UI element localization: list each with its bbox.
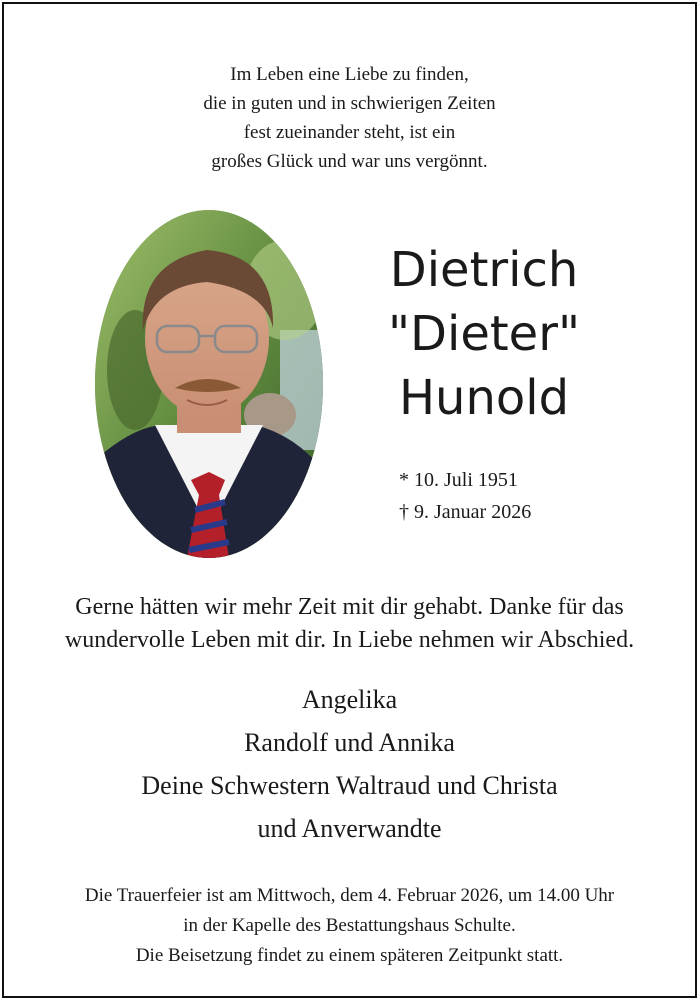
obituary-frame: [2, 2, 697, 998]
verse-line: Im Leben eine Liebe zu finden,: [230, 64, 469, 85]
service-line: in der Kapelle des Bestattungshaus Schulte.: [183, 915, 516, 936]
deceased-name: [334, 238, 634, 430]
service-line: Die Trauerfeier ist am Mittwoch, dem 4. Februar 2026, um 14.00 Uhr: [84, 885, 615, 906]
verse-line: die in guten und in schwierigen Zeiten: [203, 93, 496, 114]
mourners-list: [4, 678, 695, 850]
death-date: † 9. Januar 2026: [399, 501, 532, 523]
mourner-line: und Anverwandte: [257, 814, 442, 843]
portrait-photo: [95, 210, 323, 558]
life-dates: [399, 464, 531, 528]
verse-line: fest zueinander steht, ist ein: [243, 122, 456, 143]
mourner-line: Randolf und Annika: [244, 728, 455, 757]
first-name: Dietrich: [389, 242, 579, 298]
service-details: [4, 881, 695, 971]
farewell-message: [4, 591, 695, 657]
birth-date: * 10. Juli 1951: [399, 469, 518, 491]
mourner-line: Deine Schwestern Waltraud und Christa: [141, 771, 558, 800]
nickname: "Dieter": [387, 306, 581, 362]
service-line: Die Beisetzung findet zu einem späteren Zeitpunkt statt.: [135, 945, 564, 966]
farewell-line: wundervolle Leben mit dir. In Liebe nehmen wir Abschied.: [64, 627, 635, 653]
opening-verse: [4, 60, 695, 176]
last-name: Hunold: [398, 370, 570, 426]
farewell-line: Gerne hätten wir mehr Zeit mit dir gehabt. Danke für das: [75, 594, 624, 620]
verse-line: großes Glück und war uns vergönnt.: [211, 151, 488, 172]
mourner-line: Angelika: [301, 685, 398, 714]
